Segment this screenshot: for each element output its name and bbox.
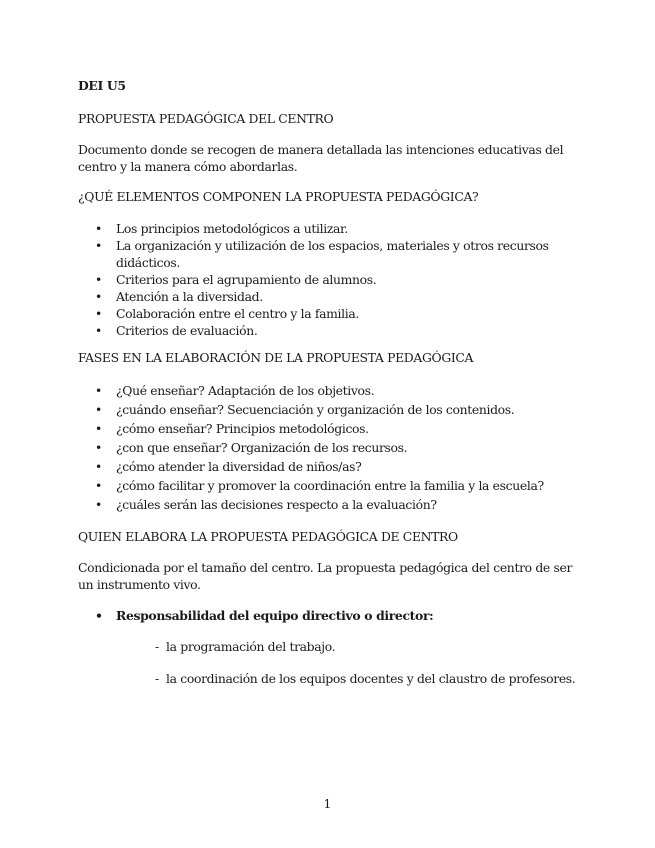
dash-marker: - — [155, 671, 167, 686]
list-item: • Colaboración entre el centro y la familia. — [78, 305, 588, 322]
section-heading-fases: FASES EN LA ELABORACIÓN DE LA PROPUESTA PEDAGÓGICA — [78, 350, 474, 365]
section-heading-quien: QUIEN ELABORA LA PROPUESTA PEDAGÓGICA DE CENTRO — [78, 529, 458, 544]
dash-marker: - — [155, 639, 167, 654]
sub-item: - la programación del trabajo. — [155, 639, 336, 654]
responsabilidad-list — [78, 607, 588, 624]
list-item: • ¿Qué enseñar? Adaptación de los objetivos. — [78, 382, 588, 399]
list-item: • ¿cuándo enseñar? Secuenciación y organización de los contenidos. — [78, 401, 588, 418]
fases-list — [78, 382, 588, 513]
list-item: • ¿con que enseñar? Organización de los recursos. — [78, 439, 588, 456]
list-item: • ¿cuáles serán las decisiones respecto a la evaluación? — [78, 496, 588, 513]
list-item: • Responsabilidad del equipo directivo o director: — [78, 607, 588, 624]
section-description-propuesta: Documento donde se recogen de manera detallada las intenciones educativas del centro y la manera cómo abordarlas. — [78, 142, 564, 174]
document-title: DEI U5 — [78, 78, 126, 93]
sub-item: - la coordinación de los equipos docentes y del claustro de profesores. — [155, 671, 576, 686]
list-item: • La organización y utilización de los espacios, materiales y otros recursos didácticos. — [78, 237, 588, 271]
list-item: • Criterios para el agrupamiento de alumnos. — [78, 271, 588, 288]
section-heading-elementos: ¿QUÉ ELEMENTOS COMPONEN LA PROPUESTA PEDAGÓGICA? — [78, 189, 479, 204]
list-item: • Criterios de evaluación. — [78, 322, 588, 339]
list-item: • ¿cómo facilitar y promover la coordinación entre la familia y la escuela? — [78, 477, 588, 494]
list-item: • ¿cómo enseñar? Principios metodológicos. — [78, 420, 588, 437]
list-item: • Atención a la diversidad. — [78, 288, 588, 305]
page-number: 1 — [323, 796, 332, 811]
section-description-quien: Condicionada por el tamaño del centro. La propuesta pedagógica del centro de ser un instrumento vivo. — [78, 560, 573, 592]
section-heading-propuesta: PROPUESTA PEDAGÓGICA DEL CENTRO — [78, 111, 334, 126]
list-item: • ¿cómo atender la diversidad de niños/as? — [78, 458, 588, 475]
list-item: • Los principios metodológicos a utilizar. — [78, 220, 588, 237]
elementos-list — [78, 220, 588, 339]
